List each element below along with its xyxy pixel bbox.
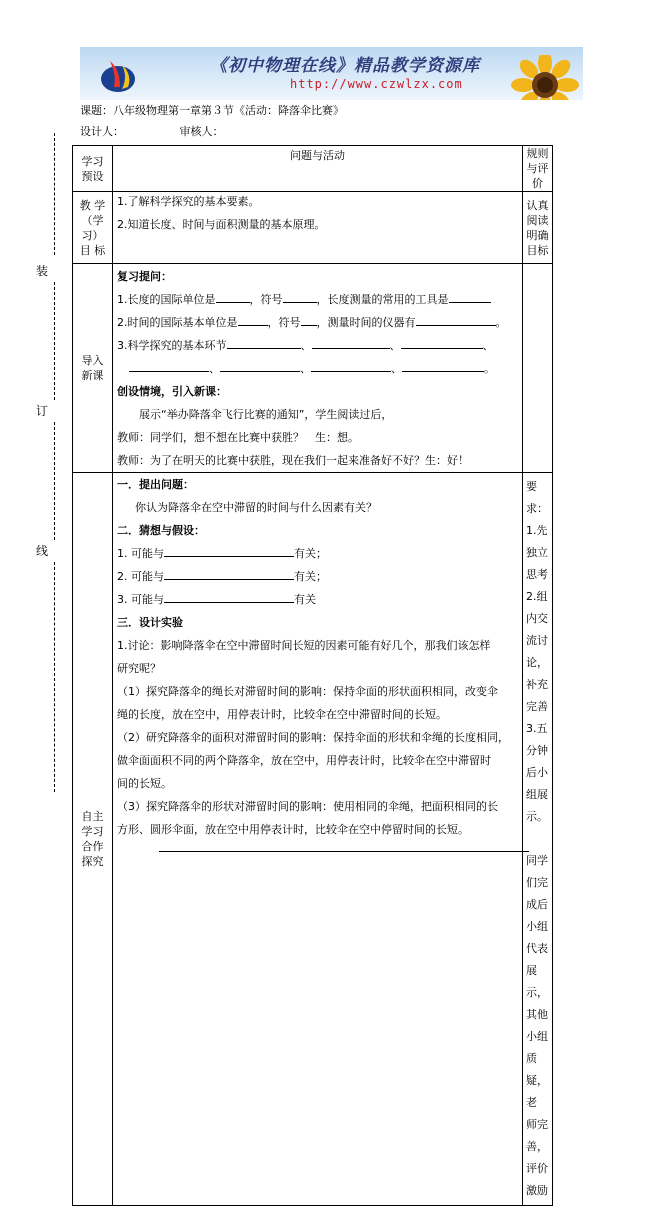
goals-rule: 认真阅读 明确目标 <box>523 192 553 264</box>
intro-rule <box>523 264 553 473</box>
review-question-3: 3.科学探究的基本环节 、 、 、 <box>117 339 494 352</box>
banner-url: http://www.czwlzx.com <box>290 77 463 91</box>
goals-label: 教 学 （学习） 目 标 <box>73 192 113 264</box>
lesson-table <box>72 145 553 1206</box>
designer-label: 设计人： <box>80 125 124 138</box>
reviewer-label: 审核人： <box>179 125 224 138</box>
explore-label: 自主 学习 合作 探究 <box>73 473 113 1206</box>
guess-3: 3. 可能与 有关 <box>117 593 316 606</box>
explore-content: 一．提出问题： 你认为降落伞在空中滞留的时间与什么因素有关？ 二．猜想与假设： 1. 可能与 有关； 2. 可能与 有关； 3. 可能与 有关 三．设计实验 1.讨论：影响降落伞在空中滞留时间长短的因素可能有好几个，那我们该怎样 研究呢？ （1）探究降落伞的绳长对滞留时间的影响：保持伞面的形状面积相同，改变伞 绳的长度，放在空中，用停表计时，比较伞在空中滞留时间的长短。 （2）研究降落伞的面积对滞留时间的影响：保持伞面的形状和伞绳的长度相同， 做伞面面积不同的两个降落伞，放在空中，用停表计时，比较伞在空中滞留时 间的长短。 （3）探究降落伞的形状对滞留时间的影响：使用相同的伞绳，把面积相同的长 方形、圆形伞面，放在空中用停表计时，比较伞在空中停留时间的长短。 <box>113 473 523 1206</box>
intro-content: 复习提问： 1.长度的国际单位是 ，符号 ，长度测量的常用的工具是 2.时间的国际基本单位是 ，符号 ，测量时间的仪器有 。 3.科学探究的基本环节 、 、 、 、 、 、 。 创设情境，引入新课： 展示“举办降落伞飞行比赛的通知”，学生阅读过后， 教师：同学们，想不想在比赛中获胜？ 生：想。 教师：为了在明天的比赛中获胜，现在我们一起来准备好不好？生：好！ <box>113 264 523 473</box>
lesson-title: 课题：八年级物理第一章第３节《活动：降落伞比赛》 <box>80 104 344 117</box>
binding-dash <box>54 422 55 540</box>
goals-content: 1.了解科学探究的基本要素。 2.知道长度、时间与面积测量的基本原理。 <box>113 192 523 264</box>
review-question-2: 2.时间的国际基本单位是 ，符号 ，测量时间的仪器有 。 <box>117 316 507 329</box>
binding-dash <box>54 562 55 792</box>
binding-char: 订 <box>36 404 49 418</box>
col-header-activity: 问题与活动 <box>113 146 523 192</box>
header-banner <box>80 47 583 100</box>
explore-rule: 要求： 1.先独立 思考 2.组内交 流讨论， 补充完善 3.五分钟 后小组展 示。 同学们完 成后小组 代表展示， 其他小组 质疑，老 师完善， 评价激励 <box>523 473 553 1206</box>
intro-label: 导入 新课 <box>73 264 113 473</box>
designer-row <box>80 123 224 139</box>
col-header-rule: 规则 与评价 <box>523 146 553 192</box>
sunflower-icon <box>500 55 583 100</box>
review-question-1: 1.长度的国际单位是 ，符号 ，长度测量的常用的工具是 <box>113 288 522 311</box>
binding-dash <box>54 133 55 255</box>
binding-char: 装 <box>36 264 49 278</box>
answer-line <box>159 851 529 852</box>
col-header-preset: 学习 预设 <box>73 146 113 192</box>
binding-dash <box>54 282 55 400</box>
guess-2: 2. 可能与 有关； <box>117 570 327 583</box>
banner-title: 《初中物理在线》精品教学资源库 <box>210 56 480 76</box>
logo-icon <box>98 53 138 95</box>
binding-char: 线 <box>36 544 49 558</box>
guess-1: 1. 可能与 有关； <box>117 547 327 560</box>
review-question-3b: 、 、 、 。 <box>113 357 522 380</box>
